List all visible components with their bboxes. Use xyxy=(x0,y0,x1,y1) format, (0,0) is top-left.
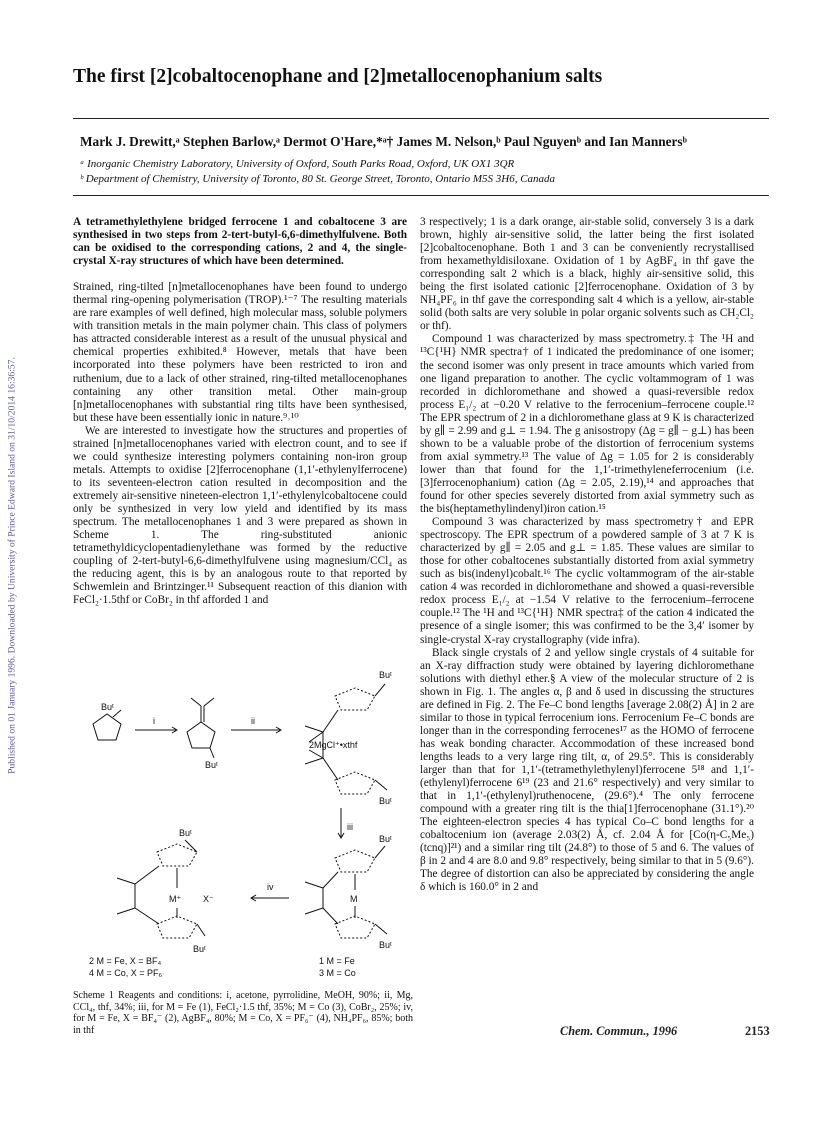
title-rule xyxy=(73,118,769,119)
download-watermark xyxy=(2,230,20,930)
fulvene-ring xyxy=(187,722,215,748)
cp-ring-upper xyxy=(335,850,375,872)
step-iii-label: iii xyxy=(347,822,353,832)
body-paragraph: 3 respectively; 1 is a dark orange, air-stable solid, conversely 3 is a dark brown, highly air-sensitive solid, the latter being the first isolated [2]cobaltocenophane. Both 1 and 3 can be conveniently recrystallised from hexamethyldisiloxane. Oxidation of 1 by AgBF₄ in thf gave the corresponding salt 2 which is a black, highly air-sensitive solid, this being the first isolated cationic [2]ferrocenophane. Oxidation of 3 by NH₄PF₆ in thf gave the corresponding salt 4 which is a yellow, air-stable solid (both salts are very soluble in polar organic solvents such as CH₂Cl₂ or thf). xyxy=(420,216,754,333)
cyclopentadiene-ring xyxy=(93,714,121,740)
left-column xyxy=(73,216,407,607)
metal-label: M xyxy=(350,894,358,904)
compound-1-label: 1 M = Fe xyxy=(319,956,355,966)
but-label: Buᵗ xyxy=(379,940,392,950)
but-label: Buᵗ xyxy=(379,834,392,844)
cp-ring-upper xyxy=(335,688,375,710)
cp-ring-lower xyxy=(157,916,197,938)
but-label: Buᵗ xyxy=(101,702,114,712)
compound-2-label: 2 M = Fe, X = BF₄ xyxy=(89,956,162,966)
article-title: The first [2]cobaltocenophane and [2]metallocenophanium salts xyxy=(73,66,603,87)
body-paragraph: Strained, ring-tilted [n]metallocenophanes have been found to undergo thermal ring-opening polymerisation (TROP).¹⁻⁷ The resulting materials are rare examples of well defined, high molecular mass, soluble polymers with transition metals in the main polymer chain. This class of polymers has attracted considerable interest as a result of the unusual physical and chemical properties exhibited.⁸ However, metals that have been incorporated into these polymers have been restricted to iron and ruthenium, due to a lack of other strained, ring-tilted metallocenophanes containing any other transition metal. Other main-group [n]metallocenophanes with substantial ring tilts have been synthesised, but these have been essentially ionic in nature.⁹˒¹⁰ xyxy=(73,281,407,424)
scheme-caption: Scheme 1 Reagents and conditions: i, acetone, pyrrolidine, MeOH, 90%; ii, Mg, CCl₄, thf, 34%; iii, for M = Fe (1), FeCl₂·1.5 thf, 35%; M = Co (3), CoBr₂, 25%; iv, for M = Fe, X = BF₄⁻ (2), AgBF₄, 80%; M = Co, X = PF₆⁻ (4), NH₄PF₆, 85%; both in thf xyxy=(73,990,413,1036)
but-label: Buᵗ xyxy=(193,944,206,954)
abstract: A tetramethylethylene bridged ferrocene 1 and cobaltocene 3 are synthesised in two steps from 2-tert-butyl-6,6-dimethylfulvene. Both can be oxidised to the corresponding cations, 2 and 4, the single-crystal X-ray structures of which have been determined. xyxy=(73,216,407,268)
magnesium-counterion: 2MgCl⁺•xthf xyxy=(309,740,358,750)
header-rule xyxy=(73,195,769,196)
but-label: Buᵗ xyxy=(379,670,392,680)
affiliation-a: ᵃ Inorganic Chemistry Laboratory, University of Oxford, South Parks Road, Oxford, UK OX1 3QR xyxy=(80,158,515,170)
body-paragraph: We are interested to investigate how the structures and properties of strained [n]metallocenophanes varied with electron count, and to see if we could synthesize interesting polymers containing non-iron group metals. Attempts to oxidise [2]ferrocenophane (1,1′-ethylenylferrocene) to its seventeen-electron cation resulted in decomposition and the extremely air-sensitive nineteen-electron 1,1′-ethylenylcobaltocene could only be synthesized in very low yield and identified by its mass spectrum. The metallocenophanes 1 and 3 were prepared as shown in Scheme 1. The ring-substituted anionic tetramethyldicyclopentadienylethane was formed by the reductive coupling of 2-tert-butyl-6,6-dimethylfulvene using magnesium/CCl₄ as the reducing agent, this is by an analogous route to that reported by Schwemlein and Brintzinger.¹¹ Subsequent reaction of this dianion with FeCl₂·1.5thf or CoBr₂ in thf afforded 1 and xyxy=(73,424,407,607)
author-list: Mark J. Drewitt,ᵃ Stephen Barlow,ᵃ Dermot O'Hare,*ᵃ† James M. Nelson,ᵇ Paul Nguyenᵇ and Ian Mannersᵇ xyxy=(80,134,687,149)
body-paragraph: Compound 3 was characterized by mass spectrometry† and EPR spectroscopy. The EPR spectrum of a powdered sample of 3 at 7 K is characterized by g∥ = 2.05 and g⊥ = 1.85. These values are similar to those for other cobaltocenes substantially distorted from axial symmetry such as bis(indenyl)cobalt.¹⁶ The cyclic voltammogram of the air-stable cation 4 was recorded in dichloromethane and showed a quasi-reversible redox process E₁/₂ at −1.54 V relative to the ferrocenium–ferrocene couple.¹² The ¹H and ¹³C{¹H} NMR spectra‡ of the cation 4 indicated the presence of a single isomer; this was confirmed to be the 3,4′ isomer by single-crystal X-ray crystallography (vide infra). xyxy=(420,516,754,646)
but-label: Buᵗ xyxy=(379,796,392,806)
anion-label: X⁻ xyxy=(203,894,214,904)
step-i-label: i xyxy=(153,716,155,726)
step-ii-label: ii xyxy=(251,716,255,726)
scheme-drawing xyxy=(73,662,413,982)
affiliation-b: ᵇ Department of Chemistry, University of Toronto, 80 St. George Street, Toronto, Ontario M5S 3H6, Canada xyxy=(80,173,556,185)
body-paragraph: Compound 1 was characterized by mass spectrometry.‡ The ¹H and ¹³C{¹H} NMR spectra† of 1 indicated the predominance of one isomer; the second isomer was only present in trace amounts which varied from one ligand preparation to another. The cyclic voltammogram of 1 was recorded in dichloromethane and showed a quasi-reversible redox process E₁/₂ at −0.20 V relative to the ferrocenium–ferrocene couple.¹² The EPR spectrum of 2 in a dichloromethane glass at 9 K is characterized by g∥ = 2.99 and g⊥ = 1.94. The g anisostropy (Δg = g∥ − g⊥) has been shown to be a valuable probe of the distortion of ferrocenium systems from axial symmetry.¹³ The value of Δg = 1.05 for 2 is considerably lower than that found for the 1,1′-trimethyleneferrocenium (i.e. [3]ferrocenophanium) cation (Δg = 2.05, 2.19),¹⁴ and approaches that found for other species severely distorted from axial symmetry such as the bis(heptamethylindenyl)iron cation.¹⁵ xyxy=(420,333,754,516)
but-label: Buᵗ xyxy=(205,760,218,770)
cp-ring-lower xyxy=(335,916,375,938)
compound-4-label: 4 M = Co, X = PF₆ xyxy=(89,968,163,978)
compound-3-label: 3 M = Co xyxy=(319,968,356,978)
step-iv-label: iv xyxy=(267,882,274,892)
reaction-scheme xyxy=(73,662,413,982)
right-column xyxy=(420,216,754,894)
but-label: Buᵗ xyxy=(179,828,192,838)
metal-cation-label: M⁺ xyxy=(169,894,182,904)
cp-ring-upper xyxy=(157,844,197,866)
journal-reference: Chem. Commun., 1996 xyxy=(560,1024,678,1038)
download-note: Published on 01 January 1996. Downloaded by University of Prince Edward Island on 31/10/2014 16:36:57. xyxy=(6,357,18,774)
body-paragraph: Black single crystals of 2 and yellow single crystals of 4 suitable for an X-ray diffraction study were obtained by layering dichloromethane solutions with diethyl ether.§ A view of the molecular structure of 2 is shown in Fig. 1. The angles α, β and δ used in discussing the structures are defined in Fig. 2. The Fe–C bond lengths [average 2.08(2) Å] in 2 are similar to those in typical ferrocenium ions. Ferrocenium Fe–C bonds are longer than in the corresponding ferrocenes¹⁷ as the HOMO of ferrocene has weak bonding character. Accommodation of these increased bond lengths leads to a very large ring tilt, α, of 29.5°. This is considerably larger than that for 1,1′-(tetramethylethylenyl)ferrocene 5¹⁸ and 1,1′-(ethylenyl)ferrocene 6¹⁹ (23 and 21.6° respectively) and very similar to that in 1,1′-(ethylenyl)ruthenocene, (29.6°).⁴ The only ferrocene compound with a greater ring tilt is the thia[1]ferrocenophane (31.1°).²⁰ The eighteen-electron species 4 has typical Co–C bond lengths for a cobaltocenium ion (average 2.03(2) Å, cf. 2.04 Å for [Co(η-C₅Me₅)(tcnq)]²¹) and a similar ring tilt (24.8°) to those of 5 and 6. The values of β in 2 and 4 are 8.0 and 9.8° respectively, being similar to that in 5 (9.6°). The degree of distortion can also be appreciated by considering the angle δ which is 160.0° in 2 and xyxy=(420,646,754,894)
page-number: 2153 xyxy=(745,1024,770,1038)
cp-ring-lower xyxy=(335,772,375,794)
